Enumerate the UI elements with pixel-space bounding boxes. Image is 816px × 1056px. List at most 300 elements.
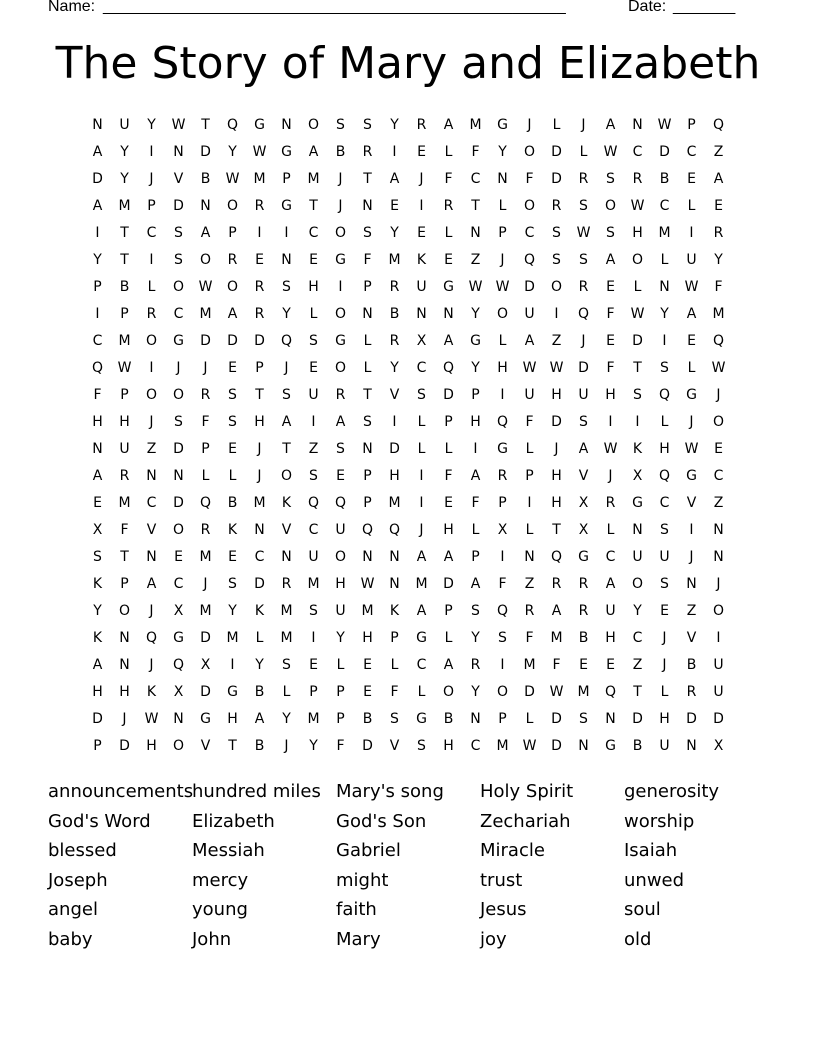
grid-letter[interactable]: U xyxy=(524,387,535,403)
grid-letter[interactable]: L xyxy=(228,468,237,484)
grid-letter[interactable]: I xyxy=(149,252,154,268)
grid-letter[interactable]: E xyxy=(714,441,723,457)
grid-letter[interactable]: N xyxy=(362,441,373,457)
grid-letter[interactable]: B xyxy=(254,738,265,754)
grid-letter[interactable]: S xyxy=(579,414,588,430)
grid-letter[interactable]: A xyxy=(227,306,238,322)
grid-letter[interactable]: H xyxy=(551,468,562,484)
grid-letter[interactable]: H xyxy=(362,630,373,646)
grid-letter[interactable]: L xyxy=(444,441,453,457)
grid-letter[interactable]: S xyxy=(579,252,588,268)
grid-letter[interactable]: H xyxy=(605,630,616,646)
grid-letter[interactable]: A xyxy=(578,441,589,457)
grid-letter[interactable]: E xyxy=(606,657,615,673)
grid-letter[interactable]: V xyxy=(389,387,400,403)
grid-letter[interactable]: N xyxy=(659,279,670,295)
grid-letter[interactable]: T xyxy=(282,441,291,457)
grid-letter[interactable]: W xyxy=(657,117,672,133)
grid-letter[interactable]: O xyxy=(172,522,185,538)
grid-letter[interactable]: B xyxy=(578,630,589,646)
grid-letter[interactable]: X xyxy=(200,657,211,673)
grid-letter[interactable]: Q xyxy=(658,468,671,484)
grid-letter[interactable]: N xyxy=(281,117,292,133)
grid-letter[interactable]: I xyxy=(554,306,559,322)
grid-letter[interactable]: R xyxy=(227,252,238,268)
grid-letter[interactable]: F xyxy=(336,738,345,754)
grid-letter[interactable]: O xyxy=(550,279,563,295)
grid-letter[interactable]: K xyxy=(254,603,265,619)
grid-letter[interactable]: K xyxy=(389,603,400,619)
grid-letter[interactable]: G xyxy=(497,117,508,133)
grid-letter[interactable]: D xyxy=(524,279,535,295)
grid-letter[interactable]: M xyxy=(307,171,320,187)
grid-letter[interactable]: C xyxy=(308,225,319,241)
grid-letter[interactable]: A xyxy=(713,171,724,187)
grid-letter[interactable]: L xyxy=(309,306,318,322)
grid-letter[interactable]: G xyxy=(578,549,589,565)
grid-letter[interactable]: G xyxy=(416,630,427,646)
grid-letter[interactable]: D xyxy=(200,684,211,700)
grid-letter[interactable]: N xyxy=(119,657,130,673)
grid-letter[interactable]: S xyxy=(336,441,345,457)
grid-letter[interactable]: N xyxy=(173,468,184,484)
grid-letter[interactable]: M xyxy=(307,576,320,592)
grid-letter[interactable]: Q xyxy=(145,630,158,646)
grid-letter[interactable]: S xyxy=(579,198,588,214)
grid-letter[interactable]: S xyxy=(282,657,291,673)
grid-letter[interactable]: A xyxy=(605,576,616,592)
grid-letter[interactable]: F xyxy=(498,576,507,592)
grid-letter[interactable]: A xyxy=(335,414,346,430)
grid-letter[interactable]: R xyxy=(389,333,400,349)
grid-letter[interactable]: J xyxy=(203,360,208,376)
grid-letter[interactable]: G xyxy=(281,144,292,160)
grid-letter[interactable]: B xyxy=(443,711,454,727)
grid-letter[interactable]: S xyxy=(498,630,507,646)
grid-letter[interactable]: E xyxy=(228,549,237,565)
grid-letter[interactable]: T xyxy=(228,738,237,754)
grid-letter[interactable]: H xyxy=(92,414,103,430)
grid-letter[interactable]: H xyxy=(308,279,319,295)
grid-letter[interactable]: A xyxy=(443,117,454,133)
grid-letter[interactable]: D xyxy=(200,144,211,160)
grid-letter[interactable]: N xyxy=(524,549,535,565)
grid-letter[interactable]: N xyxy=(389,549,400,565)
grid-letter[interactable]: N xyxy=(362,198,373,214)
grid-letter[interactable]: B xyxy=(200,171,211,187)
grid-letter[interactable]: C xyxy=(713,468,724,484)
grid-letter[interactable]: R xyxy=(524,603,535,619)
grid-letter[interactable]: J xyxy=(149,171,154,187)
grid-letter[interactable]: D xyxy=(578,360,589,376)
grid-letter[interactable]: T xyxy=(471,198,480,214)
grid-letter[interactable]: N xyxy=(632,522,643,538)
grid-letter[interactable]: J xyxy=(419,522,424,538)
grid-letter[interactable]: G xyxy=(470,333,481,349)
grid-letter[interactable]: I xyxy=(689,225,694,241)
grid-letter[interactable]: Y xyxy=(147,117,156,133)
grid-letter[interactable]: Q xyxy=(307,495,320,511)
grid-letter[interactable]: R xyxy=(713,225,724,241)
grid-letter[interactable]: P xyxy=(120,576,129,592)
grid-letter[interactable]: M xyxy=(658,225,671,241)
grid-letter[interactable]: N xyxy=(92,117,103,133)
grid-letter[interactable]: F xyxy=(201,414,210,430)
grid-letter[interactable]: W xyxy=(684,279,699,295)
grid-letter[interactable]: C xyxy=(308,522,319,538)
grid-letter[interactable]: U xyxy=(119,117,130,133)
grid-letter[interactable]: W xyxy=(468,279,483,295)
grid-letter[interactable]: A xyxy=(416,549,427,565)
grid-letter[interactable]: R xyxy=(416,117,427,133)
grid-letter[interactable]: Y xyxy=(120,171,129,187)
grid-letter[interactable]: Y xyxy=(93,603,102,619)
grid-letter[interactable]: Q xyxy=(577,306,590,322)
grid-letter[interactable]: Z xyxy=(470,252,481,268)
grid-letter[interactable]: H xyxy=(146,738,157,754)
grid-letter[interactable]: C xyxy=(416,360,427,376)
grid-letter[interactable]: D xyxy=(443,387,454,403)
grid-letter[interactable]: P xyxy=(471,387,480,403)
grid-letter[interactable]: H xyxy=(659,441,670,457)
grid-letter[interactable]: T xyxy=(363,171,372,187)
grid-letter[interactable]: T xyxy=(120,225,129,241)
grid-letter[interactable]: E xyxy=(390,198,399,214)
grid-letter[interactable]: A xyxy=(389,171,400,187)
grid-letter[interactable]: C xyxy=(605,549,616,565)
grid-letter[interactable]: P xyxy=(444,414,453,430)
grid-letter[interactable]: C xyxy=(470,171,481,187)
grid-letter[interactable]: F xyxy=(390,684,399,700)
grid-letter[interactable]: O xyxy=(604,198,617,214)
grid-letter[interactable]: A xyxy=(470,576,481,592)
grid-letter[interactable]: A xyxy=(200,225,211,241)
grid-letter[interactable]: M xyxy=(415,576,428,592)
grid-letter[interactable]: F xyxy=(525,630,534,646)
grid-letter[interactable]: M xyxy=(280,630,293,646)
grid-letter[interactable]: C xyxy=(416,657,427,673)
grid-letter[interactable]: J xyxy=(581,117,586,133)
grid-letter[interactable]: L xyxy=(201,468,210,484)
grid-letter[interactable]: E xyxy=(417,225,426,241)
grid-letter[interactable]: C xyxy=(470,738,481,754)
grid-letter[interactable]: Q xyxy=(172,657,185,673)
grid-letter[interactable]: L xyxy=(363,360,372,376)
grid-letter[interactable]: M xyxy=(388,252,401,268)
grid-letter[interactable]: F xyxy=(525,171,534,187)
grid-letter[interactable]: H xyxy=(470,414,481,430)
grid-letter[interactable]: S xyxy=(633,387,642,403)
grid-letter[interactable]: F xyxy=(471,144,480,160)
grid-letter[interactable]: E xyxy=(687,333,696,349)
grid-letter[interactable]: M xyxy=(712,306,725,322)
grid-letter[interactable]: B xyxy=(335,144,346,160)
grid-letter[interactable]: G xyxy=(686,387,697,403)
grid-letter[interactable]: S xyxy=(309,603,318,619)
grid-letter[interactable]: X xyxy=(713,738,724,754)
grid-letter[interactable]: J xyxy=(581,333,586,349)
grid-letter[interactable]: D xyxy=(92,711,103,727)
grid-letter[interactable]: Y xyxy=(498,144,507,160)
grid-letter[interactable]: R xyxy=(632,171,643,187)
grid-letter[interactable]: E xyxy=(174,549,183,565)
grid-letter[interactable]: H xyxy=(335,576,346,592)
grid-letter[interactable]: P xyxy=(444,603,453,619)
grid-letter[interactable]: F xyxy=(606,360,615,376)
grid-letter[interactable]: I xyxy=(95,306,100,322)
grid-letter[interactable]: G xyxy=(173,333,184,349)
grid-letter[interactable]: S xyxy=(228,414,237,430)
grid-letter[interactable]: H xyxy=(119,684,130,700)
grid-letter[interactable]: S xyxy=(606,171,615,187)
grid-letter[interactable]: O xyxy=(523,144,536,160)
grid-letter[interactable]: N xyxy=(713,549,724,565)
grid-letter[interactable]: J xyxy=(527,117,532,133)
grid-letter[interactable]: F xyxy=(93,387,102,403)
grid-letter[interactable]: V xyxy=(389,738,400,754)
grid-letter[interactable]: I xyxy=(392,144,397,160)
grid-letter[interactable]: Q xyxy=(442,360,455,376)
grid-letter[interactable]: W xyxy=(603,144,618,160)
grid-letter[interactable]: H xyxy=(497,360,508,376)
grid-letter[interactable]: J xyxy=(284,360,289,376)
grid-letter[interactable]: S xyxy=(552,225,561,241)
grid-letter[interactable]: U xyxy=(578,387,589,403)
grid-letter[interactable]: I xyxy=(257,225,262,241)
grid-letter[interactable]: M xyxy=(118,198,131,214)
grid-letter[interactable]: V xyxy=(200,738,211,754)
grid-letter[interactable]: L xyxy=(633,279,642,295)
grid-letter[interactable]: L xyxy=(660,252,669,268)
grid-letter[interactable]: O xyxy=(145,333,158,349)
grid-letter[interactable]: O xyxy=(712,414,725,430)
grid-letter[interactable]: P xyxy=(525,468,534,484)
grid-letter[interactable]: Q xyxy=(658,387,671,403)
grid-letter[interactable]: N xyxy=(92,441,103,457)
grid-letter[interactable]: D xyxy=(551,738,562,754)
grid-letter[interactable]: A xyxy=(443,657,454,673)
grid-letter[interactable]: O xyxy=(712,603,725,619)
grid-letter[interactable]: Q xyxy=(388,522,401,538)
grid-letter[interactable]: E xyxy=(255,252,264,268)
grid-letter[interactable]: W xyxy=(549,360,564,376)
grid-letter[interactable]: P xyxy=(255,360,264,376)
grid-letter[interactable]: T xyxy=(633,360,642,376)
grid-letter[interactable]: P xyxy=(390,630,399,646)
grid-letter[interactable]: D xyxy=(200,630,211,646)
grid-letter[interactable]: D xyxy=(173,198,184,214)
grid-letter[interactable]: S xyxy=(282,279,291,295)
grid-letter[interactable]: B xyxy=(659,171,670,187)
grid-letter[interactable]: D xyxy=(119,738,130,754)
grid-letter[interactable]: W xyxy=(630,306,645,322)
grid-letter[interactable]: J xyxy=(257,441,262,457)
grid-letter[interactable]: S xyxy=(552,252,561,268)
grid-letter[interactable]: M xyxy=(361,603,374,619)
grid-letter[interactable]: C xyxy=(173,576,184,592)
grid-letter[interactable]: U xyxy=(686,252,697,268)
grid-letter[interactable]: U xyxy=(119,441,130,457)
grid-letter[interactable]: Q xyxy=(604,684,617,700)
grid-letter[interactable]: L xyxy=(282,684,291,700)
grid-letter[interactable]: J xyxy=(419,171,424,187)
grid-letter[interactable]: D xyxy=(200,333,211,349)
grid-letter[interactable]: F xyxy=(444,171,453,187)
grid-letter[interactable]: N xyxy=(146,549,157,565)
grid-letter[interactable]: C xyxy=(173,306,184,322)
grid-letter[interactable]: S xyxy=(660,522,669,538)
grid-letter[interactable]: N xyxy=(470,711,481,727)
grid-letter[interactable]: W xyxy=(630,198,645,214)
grid-letter[interactable]: G xyxy=(416,711,427,727)
grid-letter[interactable]: U xyxy=(308,549,319,565)
grid-letter[interactable]: B xyxy=(632,738,643,754)
grid-letter[interactable]: M xyxy=(199,549,212,565)
grid-letter[interactable]: Z xyxy=(524,576,535,592)
grid-letter[interactable]: D xyxy=(551,171,562,187)
grid-letter[interactable]: Q xyxy=(712,117,725,133)
grid-letter[interactable]: A xyxy=(281,414,292,430)
grid-letter[interactable]: H xyxy=(551,495,562,511)
grid-letter[interactable]: S xyxy=(309,468,318,484)
grid-letter[interactable]: M xyxy=(280,603,293,619)
grid-letter[interactable]: L xyxy=(687,360,696,376)
grid-letter[interactable]: C xyxy=(146,495,157,511)
grid-letter[interactable]: M xyxy=(577,684,590,700)
grid-letter[interactable]: R xyxy=(551,576,562,592)
grid-letter[interactable]: X xyxy=(173,684,184,700)
grid-letter[interactable]: N xyxy=(119,630,130,646)
grid-letter[interactable]: W xyxy=(684,441,699,457)
grid-letter[interactable]: D xyxy=(713,711,724,727)
grid-letter[interactable]: G xyxy=(254,117,265,133)
grid-letter[interactable]: H xyxy=(92,684,103,700)
grid-letter[interactable]: O xyxy=(199,252,212,268)
grid-letter[interactable]: H xyxy=(605,387,616,403)
grid-letter[interactable]: B xyxy=(686,657,697,673)
grid-letter[interactable]: R xyxy=(443,198,454,214)
grid-letter[interactable]: R xyxy=(254,279,265,295)
grid-letter[interactable]: W xyxy=(522,738,537,754)
grid-letter[interactable]: N xyxy=(605,711,616,727)
grid-letter[interactable]: P xyxy=(93,738,102,754)
grid-letter[interactable]: Y xyxy=(255,657,264,673)
grid-letter[interactable]: W xyxy=(549,684,564,700)
grid-letter[interactable]: I xyxy=(284,225,289,241)
grid-letter[interactable]: H xyxy=(443,738,454,754)
grid-letter[interactable]: E xyxy=(417,144,426,160)
grid-letter[interactable]: Z xyxy=(632,657,643,673)
grid-letter[interactable]: M xyxy=(199,306,212,322)
grid-letter[interactable]: G xyxy=(335,333,346,349)
grid-letter[interactable]: X xyxy=(578,522,589,538)
grid-letter[interactable]: N xyxy=(686,738,697,754)
grid-letter[interactable]: Y xyxy=(471,360,480,376)
grid-letter[interactable]: O xyxy=(523,198,536,214)
grid-letter[interactable]: C xyxy=(632,144,643,160)
grid-letter[interactable]: O xyxy=(280,468,293,484)
grid-letter[interactable]: B xyxy=(119,279,130,295)
grid-letter[interactable]: E xyxy=(579,657,588,673)
grid-letter[interactable]: C xyxy=(686,144,697,160)
grid-letter[interactable]: K xyxy=(227,522,238,538)
grid-letter[interactable]: N xyxy=(173,711,184,727)
grid-letter[interactable]: T xyxy=(363,387,372,403)
grid-letter[interactable]: L xyxy=(444,630,453,646)
grid-letter[interactable]: S xyxy=(363,414,372,430)
grid-letter[interactable]: M xyxy=(496,738,509,754)
grid-letter[interactable]: P xyxy=(363,468,372,484)
grid-letter[interactable]: N xyxy=(362,549,373,565)
grid-letter[interactable]: L xyxy=(525,441,534,457)
grid-letter[interactable]: S xyxy=(228,576,237,592)
grid-letter[interactable]: I xyxy=(500,657,505,673)
grid-letter[interactable]: R xyxy=(335,387,346,403)
grid-letter[interactable]: P xyxy=(336,711,345,727)
grid-letter[interactable]: D xyxy=(173,441,184,457)
grid-letter[interactable]: R xyxy=(362,144,373,160)
grid-letter[interactable]: I xyxy=(473,441,478,457)
grid-letter[interactable]: D xyxy=(227,333,238,349)
grid-letter[interactable]: E xyxy=(606,279,615,295)
grid-letter[interactable]: E xyxy=(309,657,318,673)
grid-letter[interactable]: A xyxy=(254,711,265,727)
grid-letter[interactable]: J xyxy=(662,657,667,673)
grid-letter[interactable]: U xyxy=(659,738,670,754)
grid-letter[interactable]: W xyxy=(603,441,618,457)
grid-letter[interactable]: R xyxy=(200,522,211,538)
grid-letter[interactable]: U xyxy=(659,549,670,565)
grid-letter[interactable]: O xyxy=(145,387,158,403)
grid-letter[interactable]: A xyxy=(308,144,319,160)
grid-letter[interactable]: O xyxy=(307,117,320,133)
grid-letter[interactable]: G xyxy=(200,711,211,727)
grid-letter[interactable]: T xyxy=(120,549,129,565)
grid-letter[interactable]: R xyxy=(551,198,562,214)
grid-letter[interactable]: A xyxy=(443,549,454,565)
grid-letter[interactable]: Q xyxy=(496,414,509,430)
grid-letter[interactable]: F xyxy=(606,306,615,322)
grid-letter[interactable]: O xyxy=(334,306,347,322)
grid-letter[interactable]: V xyxy=(146,522,157,538)
grid-letter[interactable]: G xyxy=(605,738,616,754)
grid-letter[interactable]: Z xyxy=(713,144,724,160)
grid-letter[interactable]: I xyxy=(338,279,343,295)
grid-letter[interactable]: O xyxy=(334,549,347,565)
grid-letter[interactable]: Z xyxy=(308,441,319,457)
grid-letter[interactable]: I xyxy=(662,333,667,349)
grid-letter[interactable]: P xyxy=(147,198,156,214)
grid-letter[interactable]: A xyxy=(551,603,562,619)
grid-letter[interactable]: C xyxy=(659,495,670,511)
grid-letter[interactable]: D xyxy=(173,495,184,511)
grid-letter[interactable]: Y xyxy=(390,117,399,133)
grid-letter[interactable]: L xyxy=(417,684,426,700)
grid-letter[interactable]: O xyxy=(631,252,644,268)
grid-letter[interactable]: E xyxy=(93,495,102,511)
grid-letter[interactable]: S xyxy=(363,117,372,133)
grid-letter[interactable]: U xyxy=(713,657,724,673)
grid-letter[interactable]: E xyxy=(660,603,669,619)
grid-letter[interactable]: C xyxy=(146,225,157,241)
grid-letter[interactable]: F xyxy=(552,657,561,673)
grid-letter[interactable]: J xyxy=(716,387,721,403)
grid-letter[interactable]: Y xyxy=(93,252,102,268)
grid-letter[interactable]: P xyxy=(687,117,696,133)
grid-letter[interactable]: M xyxy=(226,630,239,646)
grid-letter[interactable]: N xyxy=(281,549,292,565)
grid-letter[interactable]: Y xyxy=(228,144,237,160)
